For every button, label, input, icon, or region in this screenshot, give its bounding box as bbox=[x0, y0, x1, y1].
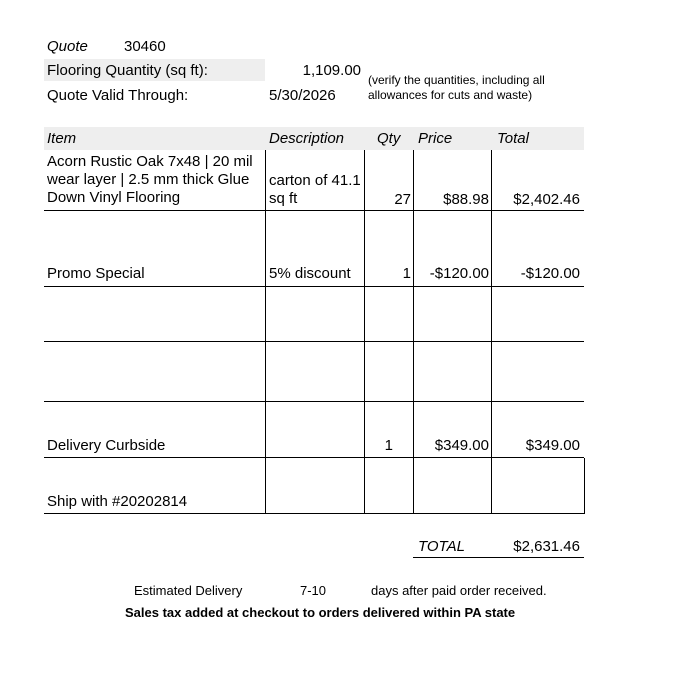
table-row-item: Promo Special bbox=[47, 265, 145, 282]
table-row-price: -$120.00 bbox=[429, 265, 489, 282]
table-row-price: $88.98 bbox=[443, 191, 489, 208]
sales-tax-note: Sales tax added at checkout to orders delivered within PA state bbox=[125, 605, 516, 620]
quantity-note: (verify the quantities, including all allowances for cuts and waste) bbox=[368, 73, 545, 102]
header-description: Description bbox=[269, 130, 345, 147]
valid-through-label: Quote Valid Through: bbox=[47, 87, 189, 104]
table-row-qty: 27 bbox=[394, 191, 411, 208]
row-separator bbox=[44, 286, 584, 287]
quote-label: Quote bbox=[47, 38, 88, 55]
delivery-suffix: days after paid order received. bbox=[371, 583, 547, 598]
delivery-days: 7-10 bbox=[300, 583, 327, 598]
quantity-value: 1,109.00 bbox=[302, 62, 361, 79]
table-row-qty: 1 bbox=[384, 437, 393, 454]
row-separator bbox=[44, 457, 584, 458]
delivery-label: Estimated Delivery bbox=[134, 583, 243, 598]
table-row-item: Ship with #20202814 bbox=[47, 493, 188, 510]
table-right-border bbox=[584, 458, 585, 514]
table-row-total: $2,402.46 bbox=[513, 191, 580, 208]
header-qty: Qty bbox=[377, 130, 401, 147]
row-separator bbox=[44, 401, 584, 402]
table-row-item: Delivery Curbside bbox=[47, 437, 166, 454]
grand-total-underline bbox=[413, 557, 584, 558]
grand-total-value: $2,631.46 bbox=[513, 538, 580, 555]
table-row-item: Acorn Rustic Oak 7x48 | 20 mil wear layer | 2.5 mm thick Glue Down Vinyl Flooring bbox=[47, 153, 253, 206]
table-row-description: carton of 41.1 sq ft bbox=[269, 172, 361, 207]
row-separator bbox=[44, 513, 585, 514]
table-row-total: $349.00 bbox=[525, 437, 580, 454]
valid-through-value: 5/30/2026 bbox=[269, 87, 336, 104]
row-separator bbox=[44, 210, 584, 211]
table-row-qty: 1 bbox=[402, 265, 411, 282]
header-total: Total bbox=[497, 130, 529, 147]
quote-number: 30460 bbox=[124, 38, 166, 55]
grand-total-label: TOTAL bbox=[418, 538, 465, 555]
column-divider-description bbox=[265, 150, 266, 514]
row-separator bbox=[44, 341, 584, 342]
table-row-total: -$120.00 bbox=[520, 265, 580, 282]
quantity-label: Flooring Quantity (sq ft): bbox=[47, 62, 208, 79]
table-row-price: $349.00 bbox=[434, 437, 489, 454]
header-item: Item bbox=[47, 130, 77, 147]
header-price: Price bbox=[418, 130, 453, 147]
table-row-description: 5% discount bbox=[269, 265, 351, 282]
